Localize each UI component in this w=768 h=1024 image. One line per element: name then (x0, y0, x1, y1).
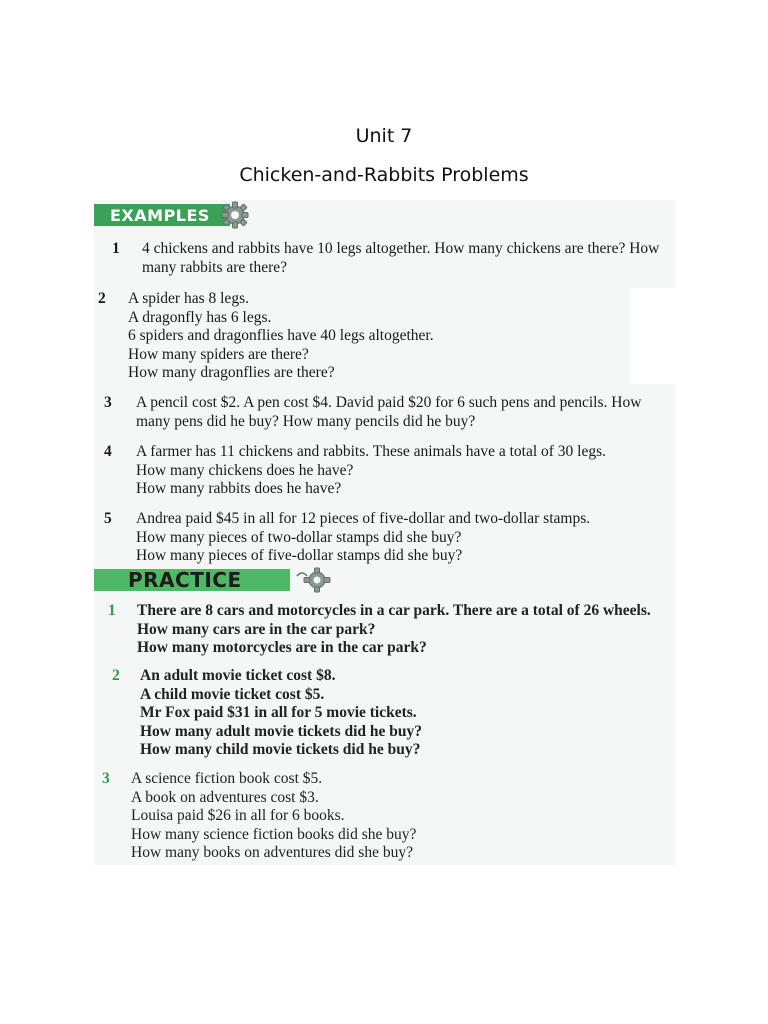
practice-banner (94, 569, 290, 591)
problem-number: 2 (98, 290, 106, 307)
examples-banner (94, 204, 230, 226)
problem-line: Andrea paid $45 in all for 12 pieces of five-dollar and two-dollar stamps. (136, 510, 591, 527)
page-title: Chicken-and-Rabbits Problems (239, 164, 529, 186)
problem-number: 1 (108, 602, 116, 619)
problem-number: 2 (112, 667, 120, 684)
problem-number: 4 (104, 443, 112, 460)
problem-line: How many spiders are there? (128, 345, 309, 363)
problem-line: How many motorcycles are in the car park? (137, 639, 427, 656)
problem-line: A dragonfly has 6 legs. (128, 308, 272, 326)
problem-line: How many pieces of two-dollar stamps did she buy? (136, 528, 462, 546)
problem-line: A child movie ticket cost $5. (140, 685, 325, 703)
problem-line: A spider has 8 legs. (128, 290, 249, 307)
gear-icon (295, 566, 335, 594)
problem-line: A book on adventures cost $3. (131, 788, 319, 806)
problem-line: 4 chickens and rabbits have 10 legs altogether. How many chickens are there? How (142, 240, 660, 257)
problem-number: 3 (102, 770, 110, 787)
examples-banner-label: EXAMPLES (110, 205, 210, 225)
unit-heading: Unit 7 (355, 125, 413, 147)
problem-number: 3 (104, 394, 112, 411)
problem-line: Louisa paid $26 in all for 6 books. (131, 807, 345, 824)
problem-line: A pencil cost $2. A pen cost $4. David paid $20 for 6 such pens and pencils. How (136, 394, 642, 411)
problem-line: An adult movie ticket cost $8. (140, 667, 336, 684)
problem-line: How many dragonflies are there? (128, 364, 335, 381)
problem-line: How many pieces of five-dollar stamps did she buy? (136, 547, 463, 564)
problem-line: 6 spiders and dragonflies have 40 legs altogether. (128, 327, 434, 344)
problem-number: 1 (112, 240, 120, 257)
problem-line: many rabbits are there? (142, 258, 288, 276)
problem-line: There are 8 cars and motorcycles in a car park. There are a total of 26 wheels. (137, 602, 651, 619)
practice-banner-label: PRACTICE (128, 568, 242, 592)
problem-line: How many rabbits does he have? (136, 480, 342, 497)
problem-line: How many child movie tickets did he buy? (140, 741, 421, 758)
problem-line: How many chickens does he have? (136, 461, 354, 479)
problem-line: How many science fiction books did she buy? (131, 825, 417, 843)
problem-line: How many adult movie tickets did he buy? (140, 722, 423, 740)
problem-line: Mr Fox paid $31 in all for 5 movie tickets. (140, 704, 417, 721)
problem-line: A farmer has 11 chickens and rabbits. These animals have a total of 30 legs. (136, 443, 607, 460)
gear-icon (216, 200, 254, 230)
problem-line: How many books on adventures did she buy? (131, 844, 413, 861)
problem-number: 5 (104, 510, 112, 527)
problem-line: A science fiction book cost $5. (131, 770, 323, 787)
problem-line: many pens did he buy? How many pencils did he buy? (136, 412, 476, 430)
problem-line: How many cars are in the car park? (137, 620, 376, 638)
